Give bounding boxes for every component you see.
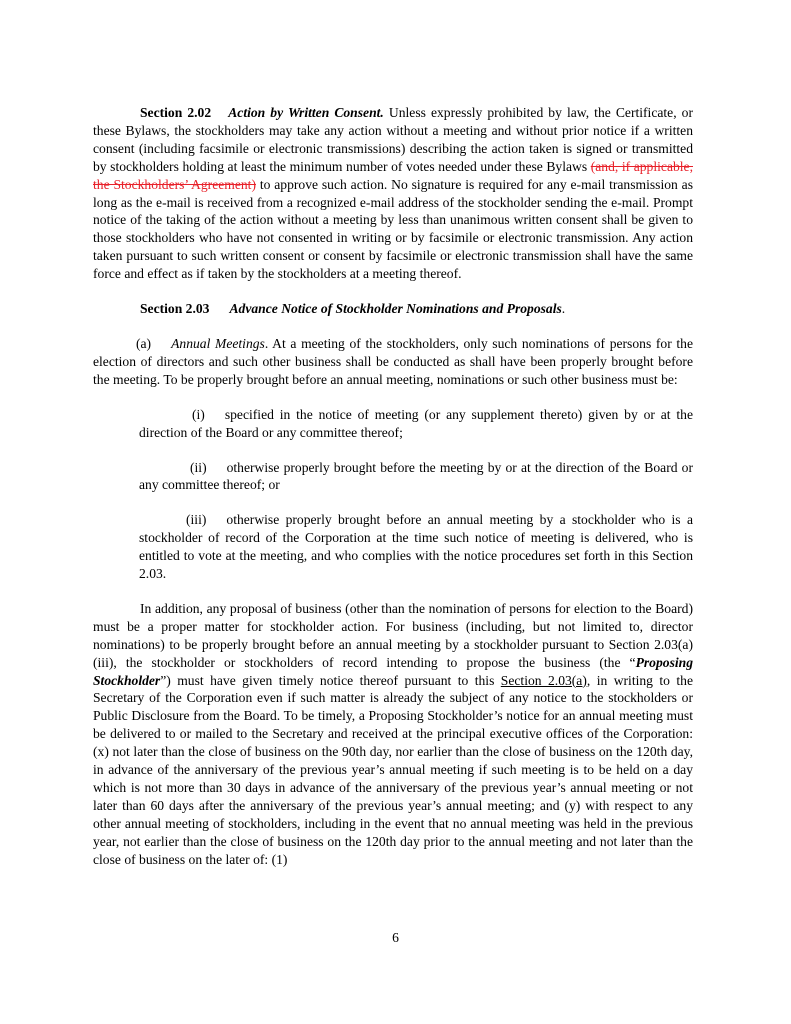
- paragraph-a: [93, 335, 693, 389]
- item-iii-text: otherwise properly brought before an annual meeting by a stockholder who is a stockholder of record of the Corporation at the time such notice of meeting is delivered, who is entitled to vote at the meeting, and who complies with the notice procedures set forth in this Section 2.03.: [139, 512, 693, 582]
- page-number: 6: [392, 930, 399, 945]
- struck-stockholders-agreement: (and, if applicable, the Stockholders’ Agreement): [93, 158, 693, 192]
- section-2-02-title: Action by Written Consent.: [228, 105, 384, 120]
- section-2-03-title: Advance Notice of Stockholder Nominations and Proposals: [229, 301, 562, 317]
- section-2-02-number: Section 2.02: [140, 105, 212, 120]
- section-2-03a-reference: Section 2.03(a): [500, 672, 587, 688]
- proposing-stockholder-term: Proposing Stockholder: [93, 654, 693, 688]
- item-i-text: specified in the notice of meeting (or any supplement thereto) given by or at the direction of the Board or any committee thereof;: [139, 406, 693, 440]
- paragraph-a-title: Annual Meetings: [171, 335, 265, 351]
- item-i: [139, 406, 693, 442]
- paragraph-a-text: . At a meeting of the stockholders, only such nominations of persons for the election of directors and such other business shall be conducted as shall have been properly brought before the meeting. To be properly brought before an annual meeting, nominations or such other business must be:: [93, 335, 693, 387]
- addition-text-3: , in writing to the Secretary of the Corporation even if such matter is already the subject of any notice to the stockholders or Public Disclosure from the Board. To be timely, a Proposing Stockholder’s notice for an annual meeting must be delivered to or mailed to the Secretary and received at the principal executive offices of the Corporation: (x) not later than the close of business on the 90th day, nor earlier than the close of business on the 120th day, in advance of the anniversary of the previous year’s annual meeting if such meeting is to be held on a day which is not more than 30 days in advance of the anniversary of the previous year’s annual meeting or not later than 60 days after the anniversary of the previous year’s annual meeting; and (y) with respect to any other annual meeting of stockholders, including in the event that no annual meeting was held in the previous year, not earlier than the close of business on the 120th day prior to the annual meeting and not later than the close of business on the later of: (1): [93, 672, 693, 867]
- section-2-02-text-1: Unless expressly prohibited by law, the Certificate, or these Bylaws, the stockholders may take any action without a meeting and without prior notice if a written consent (including facsimile or electronic transmissions) describing the action taken is signed or transmitted by stockholders holding at least the minimum number of votes needed under these Bylaws: [93, 105, 693, 174]
- item-ii: [139, 459, 693, 495]
- section-2-03-title-end: .: [561, 301, 566, 317]
- item-ii-label: (ii): [190, 459, 207, 475]
- section-2-02-text-2: to approve such action. No signature is required for any e-mail transmission as long as the e-mail is received from a recognized e-mail address of the stockholder sending the e-mail. Prompt notice of the taking of the action without a meeting by less than unanimous written consent shall be given to those stockholders who have not consented in writing or by facsimile or electronic transmission. Any action taken pursuant to such written consent or consent by facsimile or electronic transmission shall have the same force and effect as if taken by the stockholders at a meeting thereof.: [93, 176, 693, 282]
- item-ii-text: otherwise properly brought before the meeting by or at the direction of the Board or any committee thereof; or: [139, 459, 693, 493]
- section-2-02-paragraph: [93, 104, 693, 283]
- addition-text-2: ”) must have given timely notice thereof pursuant to this: [160, 672, 501, 688]
- section-2-03-heading: [93, 300, 693, 318]
- addition-paragraph: [93, 600, 693, 869]
- item-iii-label: (iii): [186, 512, 207, 528]
- addition-text-1: In addition, any proposal of business (other than the nomination of persons for election to the Board) must be a proper matter for stockholder action. For business (including, but not limited to, director nominations) to be properly brought before an annual meeting by a stockholder pursuant to Section 2.03(a)(iii), the stockholder or stockholders of record intending to propose the business (the “: [93, 600, 693, 670]
- item-iii: [139, 511, 693, 583]
- document-page: [93, 104, 693, 869]
- item-i-label: (i): [192, 406, 205, 422]
- section-2-03-number: Section 2.03: [140, 301, 210, 317]
- paragraph-a-label: (a): [136, 335, 152, 351]
